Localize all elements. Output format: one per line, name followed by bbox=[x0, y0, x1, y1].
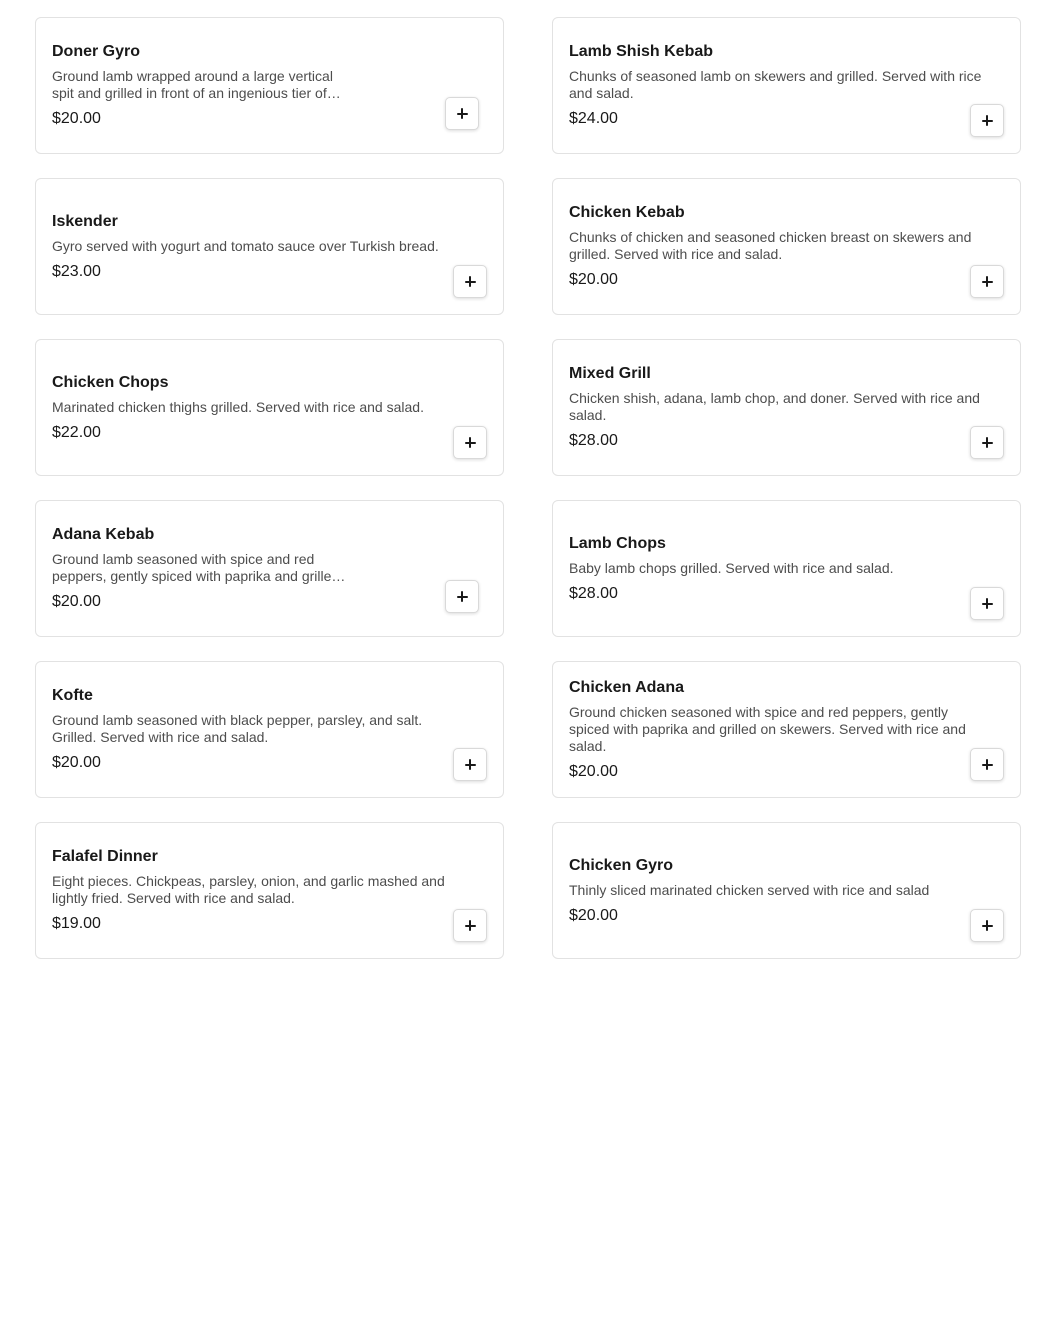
add-item-button[interactable] bbox=[970, 104, 1004, 137]
add-item-button[interactable] bbox=[453, 265, 487, 298]
menu-item-info bbox=[52, 823, 469, 958]
menu-item-price: $20.00 bbox=[52, 593, 101, 610]
menu-item-card[interactable] bbox=[552, 17, 1021, 154]
menu-item-price: $28.00 bbox=[569, 432, 618, 449]
menu-item-description: Chunks of seasoned lamb on skewers and grilled. Served with rice and salad. bbox=[569, 68, 982, 101]
menu-item-card[interactable] bbox=[552, 178, 1021, 315]
menu-item-price: $20.00 bbox=[52, 754, 101, 771]
plus-icon bbox=[982, 920, 993, 931]
menu-item-price: $20.00 bbox=[569, 271, 618, 288]
menu-grid bbox=[35, 17, 1021, 959]
add-item-button[interactable] bbox=[453, 426, 487, 459]
menu-item-description: Thinly sliced marinated chicken served with rice and salad bbox=[569, 881, 930, 898]
menu-item-card[interactable] bbox=[552, 339, 1021, 476]
menu-item-name: Kofte bbox=[52, 687, 93, 704]
menu-item-price: $23.00 bbox=[52, 262, 101, 280]
menu-item-name: Chicken Kebab bbox=[569, 204, 685, 221]
menu-item-name: Chicken Chops bbox=[52, 373, 169, 391]
add-item-button[interactable] bbox=[970, 748, 1004, 781]
plus-icon bbox=[982, 115, 993, 126]
menu-item-description: Marinated chicken thighs grilled. Served with rice and salad. bbox=[52, 398, 424, 415]
add-item-button[interactable] bbox=[445, 580, 479, 613]
menu-item-description: Ground lamb seasoned with spice and red peppers, gently spiced with paprika and grilled bbox=[52, 551, 340, 584]
add-item-button[interactable] bbox=[445, 97, 479, 130]
plus-icon bbox=[465, 276, 476, 287]
menu-item-info bbox=[569, 18, 986, 153]
menu-item-name: Iskender bbox=[52, 212, 118, 230]
menu-item-description: Eight pieces. Chickpeas, parsley, onion, and garlic mashed and lightly fried. Served with rice and salad. bbox=[52, 873, 445, 906]
menu-item-card[interactable] bbox=[35, 500, 504, 637]
menu-item-name: Doner Gyro bbox=[52, 43, 141, 60]
menu-item-info bbox=[569, 823, 986, 958]
plus-icon bbox=[465, 759, 476, 770]
menu-item-info bbox=[569, 662, 986, 797]
add-item-button[interactable] bbox=[970, 909, 1004, 942]
plus-icon bbox=[457, 108, 468, 119]
menu-item-name: Falafel Dinner bbox=[52, 848, 158, 865]
menu-item-price: $28.00 bbox=[569, 584, 618, 602]
add-item-button[interactable] bbox=[970, 587, 1004, 620]
menu-item-info bbox=[52, 501, 352, 636]
plus-icon bbox=[457, 591, 468, 602]
menu-item-info bbox=[52, 340, 469, 475]
menu-item-name: Lamb Shish Kebab bbox=[569, 43, 714, 60]
menu-item-card[interactable] bbox=[35, 661, 504, 798]
menu-item-info bbox=[569, 179, 986, 314]
add-item-button[interactable] bbox=[453, 909, 487, 942]
menu-item-card[interactable] bbox=[552, 822, 1021, 959]
menu-item-info bbox=[569, 340, 986, 475]
menu-item-card[interactable] bbox=[35, 178, 504, 315]
plus-icon bbox=[982, 759, 993, 770]
menu-item-description: Chicken shish, adana, lamb chop, and doner. Served with rice and salad. bbox=[569, 390, 980, 423]
menu-item-price: $24.00 bbox=[569, 110, 618, 127]
menu-item-price: $20.00 bbox=[569, 762, 618, 780]
add-item-button[interactable] bbox=[970, 426, 1004, 459]
menu-item-name: Adana Kebab bbox=[52, 526, 155, 543]
menu-item-description: Baby lamb chops grilled. Served with rice and salad. bbox=[569, 559, 894, 576]
menu-item-price: $20.00 bbox=[52, 110, 101, 127]
menu-item-price: $22.00 bbox=[52, 423, 101, 441]
menu-item-card[interactable] bbox=[552, 661, 1021, 798]
menu-item-price: $20.00 bbox=[569, 906, 618, 924]
menu-item-name: Chicken Adana bbox=[569, 678, 684, 696]
menu-item-name: Mixed Grill bbox=[569, 365, 651, 382]
add-item-button[interactable] bbox=[970, 265, 1004, 298]
menu-item-description: Ground lamb wrapped around a large vertical spit and grilled in front of an ingenious tier of bbox=[52, 68, 333, 101]
menu-item-info bbox=[52, 662, 469, 797]
plus-icon bbox=[982, 437, 993, 448]
plus-icon bbox=[465, 920, 476, 931]
menu-item-card[interactable] bbox=[35, 17, 504, 154]
plus-icon bbox=[465, 437, 476, 448]
menu-item-card[interactable] bbox=[35, 822, 504, 959]
menu-item-description: Chunks of chicken and seasoned chicken breast on skewers and grilled. Served with rice and salad. bbox=[569, 229, 972, 262]
menu-item-description: Gyro served with yogurt and tomato sauce over Turkish bread. bbox=[52, 237, 439, 254]
menu-item-description: Ground chicken seasoned with spice and red peppers, gently spiced with paprika and grilled on skewers. Served with rice and salad. bbox=[569, 703, 966, 754]
menu-item-description: Ground lamb seasoned with black pepper, parsley, and salt. Grilled. Served with rice and salad. bbox=[52, 712, 423, 745]
menu-item-name: Lamb Chops bbox=[569, 534, 666, 552]
menu-item-price: $19.00 bbox=[52, 915, 101, 932]
menu-item-info bbox=[52, 18, 352, 153]
menu-item-name: Chicken Gyro bbox=[569, 856, 674, 874]
menu-item-info bbox=[52, 179, 469, 314]
menu-item-info bbox=[569, 501, 986, 636]
plus-icon bbox=[982, 276, 993, 287]
add-item-button[interactable] bbox=[453, 748, 487, 781]
menu-item-card[interactable] bbox=[552, 500, 1021, 637]
plus-icon bbox=[982, 598, 993, 609]
menu-item-card[interactable] bbox=[35, 339, 504, 476]
